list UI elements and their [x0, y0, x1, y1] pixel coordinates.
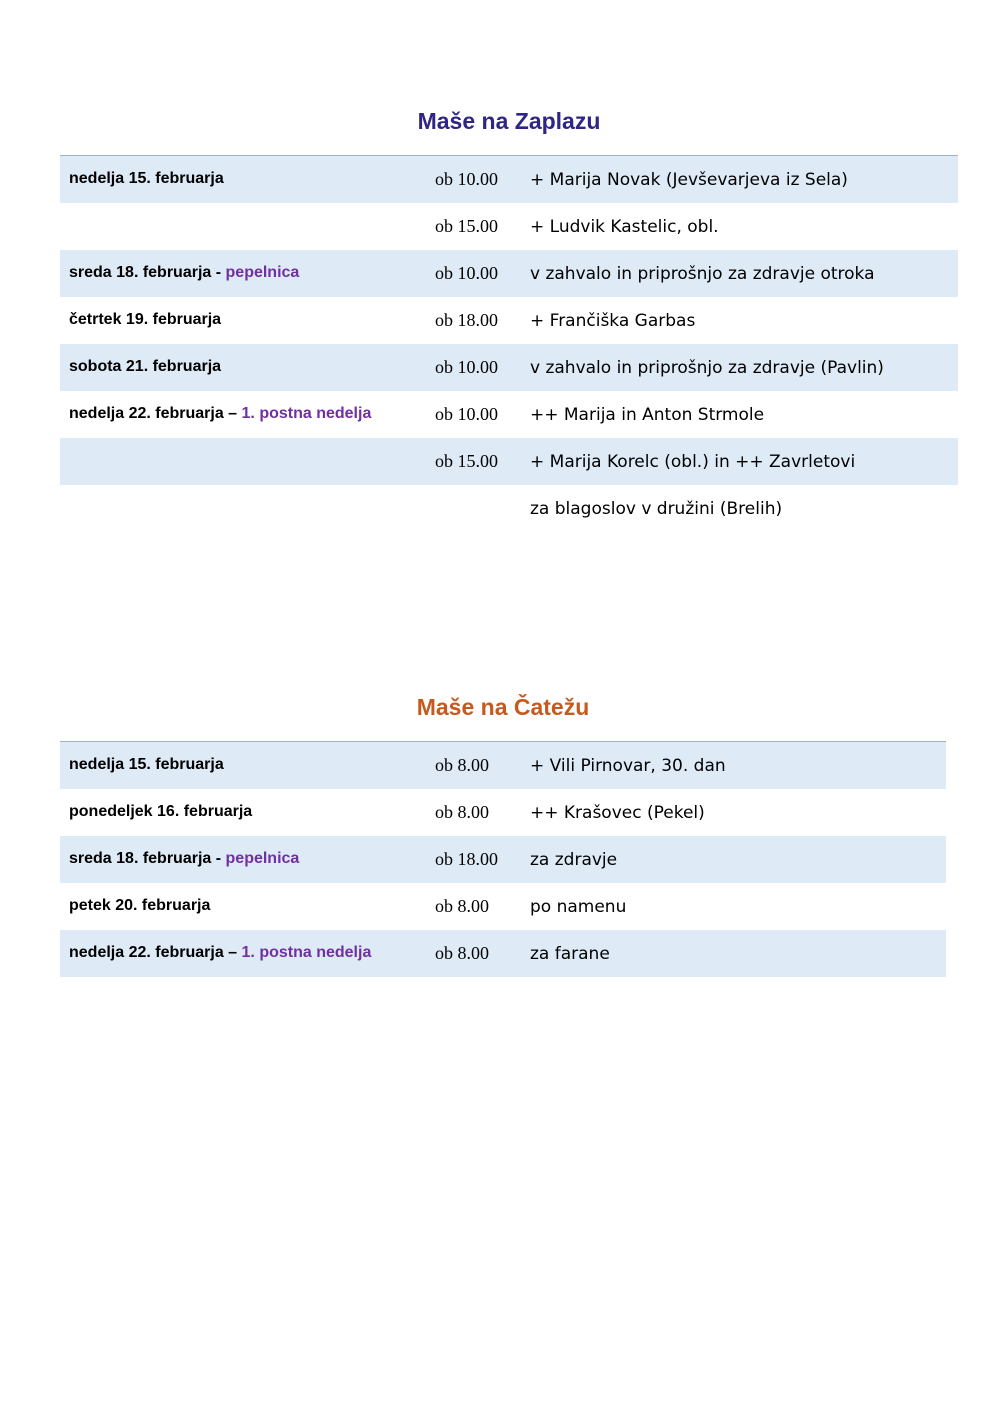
- day-label: sobota 21. februarja: [69, 358, 222, 375]
- table-row: [60, 836, 946, 883]
- table-row: [60, 930, 946, 977]
- intention-label: za farane: [530, 944, 610, 964]
- time-label: ob 15.00: [435, 216, 498, 236]
- zaplaz-title: Maše na Zaplazu: [417, 108, 601, 134]
- feast-label: 1. postna nedelja: [241, 405, 372, 422]
- time-label: ob 18.00: [435, 849, 498, 869]
- intention-label: po namenu: [530, 897, 627, 917]
- time-label: ob 15.00: [435, 451, 498, 471]
- intention-label: ++ Krašovec (Pekel): [530, 803, 705, 823]
- time-label: ob 8.00: [435, 755, 489, 775]
- table-row: [60, 156, 958, 203]
- table-row: [60, 438, 958, 485]
- table-row: [60, 250, 958, 297]
- day-label: nedelja 15. februarja: [69, 170, 224, 187]
- time-label: ob 8.00: [435, 896, 489, 916]
- intention-label: ++ Marija in Anton Strmole: [530, 405, 765, 425]
- table-row: [60, 203, 958, 250]
- intention-label: za blagoslov v družini (Brelih): [530, 499, 783, 519]
- time-label: ob 10.00: [435, 404, 498, 424]
- table-row: [60, 742, 946, 789]
- intention-label: + Vili Pirnovar, 30. dan: [530, 756, 726, 776]
- table-row: [60, 297, 958, 344]
- day-label: sreda 18. februarja - pepelnica: [69, 264, 300, 281]
- time-label: ob 8.00: [435, 943, 489, 963]
- feast-label: 1. postna nedelja: [241, 944, 372, 961]
- intention-label: + Frančiška Garbas: [530, 311, 696, 331]
- feast-label: pepelnica: [225, 850, 300, 867]
- intention-label: za zdravje: [530, 850, 618, 870]
- table-row: [60, 789, 946, 836]
- day-label: ponedeljek 16. februarja: [69, 803, 253, 820]
- feast-label: pepelnica: [225, 264, 300, 281]
- time-label: ob 10.00: [435, 357, 498, 377]
- intention-label: + Ludvik Kastelic, obl.: [530, 217, 719, 237]
- table-row: [60, 344, 958, 391]
- time-label: ob 8.00: [435, 802, 489, 822]
- intention-label: + Marija Korelc (obl.) in ++ Zavrletovi: [530, 452, 856, 472]
- catez-schedule-table: [60, 741, 946, 977]
- zaplaz-schedule-table: [60, 155, 958, 532]
- day-label: nedelja 15. februarja: [69, 756, 224, 773]
- day-label: četrtek 19. februarja: [69, 311, 222, 328]
- time-label: ob 18.00: [435, 310, 498, 330]
- intention-label: v zahvalo in priprošnjo za zdravje otroka: [530, 264, 875, 284]
- time-label: ob 10.00: [435, 263, 498, 283]
- intention-label: v zahvalo in priprošnjo za zdravje (Pavlin): [530, 358, 884, 378]
- table-row: [60, 883, 946, 930]
- table-row: [60, 391, 958, 438]
- day-label: nedelja 22. februarja – 1. postna nedelja: [69, 405, 372, 422]
- intention-label: + Marija Novak (Jevševarjeva iz Sela): [530, 170, 848, 190]
- day-label: sreda 18. februarja - pepelnica: [69, 850, 300, 867]
- day-label: nedelja 22. februarja – 1. postna nedelja: [69, 944, 372, 961]
- day-label: petek 20. februarja: [69, 897, 211, 914]
- time-label: ob 10.00: [435, 169, 498, 189]
- catez-title: Maše na Čatežu: [416, 694, 590, 720]
- table-row: [60, 485, 958, 532]
